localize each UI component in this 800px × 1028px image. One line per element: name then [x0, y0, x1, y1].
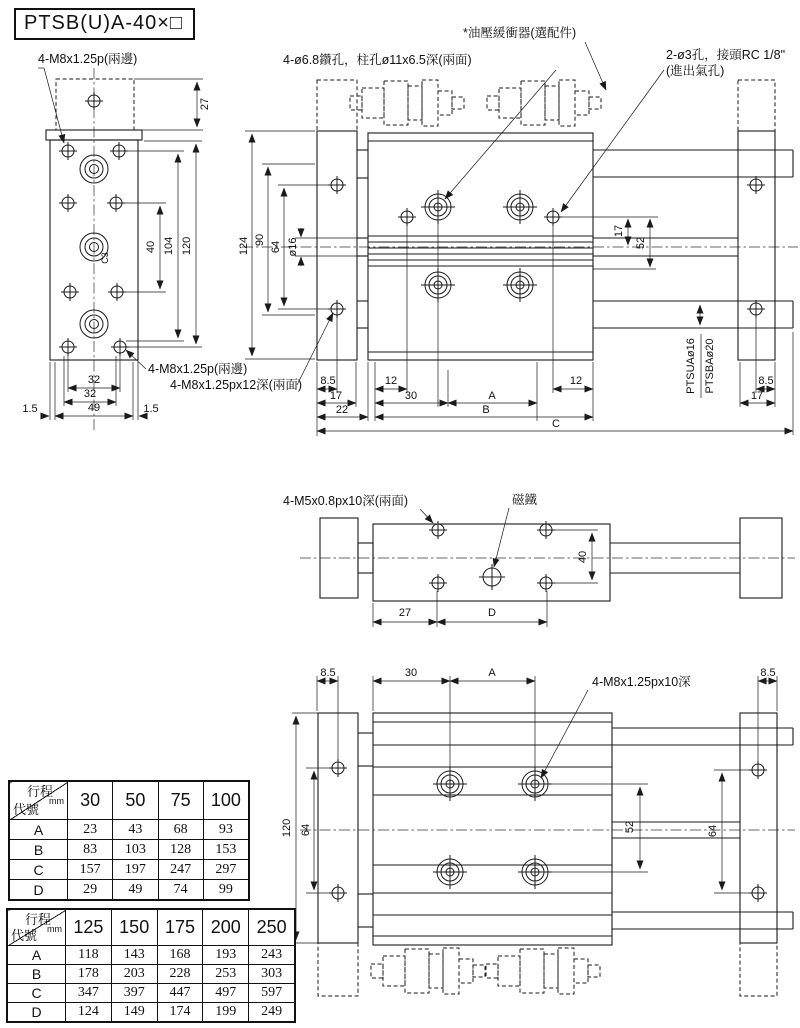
- table-row: A 118 143 168 193 243: [8, 946, 295, 965]
- table1-col: 30: [68, 782, 113, 820]
- note-m8-deep: 4-M8x1.25px12深(兩面): [170, 378, 302, 392]
- dim-1-5-right: 1.5: [143, 403, 159, 415]
- dim-52-bottom: 52: [624, 820, 636, 834]
- table1-corner-unit: mm: [49, 796, 64, 806]
- dim-1-5-left: 1.5: [22, 403, 38, 415]
- dim-D: D: [488, 607, 496, 619]
- dim-52a: 52: [635, 236, 647, 250]
- table-row: D 29 49 74 99: [10, 880, 249, 900]
- model-ptsua: PTSUAø16: [685, 338, 697, 394]
- dim-120-side: 120: [181, 236, 193, 256]
- dim-12b: 12: [569, 375, 583, 387]
- table2-corner: [8, 910, 66, 946]
- table1-corner-stroke: 行程: [26, 784, 53, 799]
- middle-view: [283, 492, 795, 627]
- table2-corner-code: 代號: [11, 928, 38, 943]
- model-title: PTSB(U)A-40×□: [14, 8, 195, 40]
- table-row: C 347 397 447 497 597: [8, 984, 295, 1003]
- note-m8-bottom: 4-M8x1.25px10深: [592, 675, 691, 689]
- dim-32a: 32: [87, 374, 101, 386]
- dim-27-side: 27: [199, 97, 211, 111]
- note-m8-side: 4-M8x1.25p(兩邊): [148, 362, 248, 376]
- note-drill: 4-ø6.8鑽孔，柱孔ø11x6.5深(兩面): [283, 53, 472, 67]
- dim-B: B: [482, 404, 490, 416]
- stroke-table-2: [6, 908, 296, 1023]
- oil-buffer-right: [487, 80, 601, 126]
- dim-30-bottom: 30: [404, 667, 418, 679]
- note-port-1: 2-ø3孔，接頭RC 1/8": [666, 48, 786, 62]
- table2-col: 150: [111, 910, 157, 946]
- table-row: B 83 103 128 153: [10, 840, 249, 860]
- oil-buffer-left: [350, 80, 464, 126]
- note-m5: 4-M5x0.8px10深(兩面): [283, 494, 409, 508]
- table2-col: 250: [249, 910, 295, 946]
- table1-col: 100: [203, 782, 248, 820]
- table1-corner: [10, 782, 68, 820]
- dim-17a: 17: [613, 224, 625, 238]
- back-view: [281, 667, 795, 996]
- table2-col: 175: [157, 910, 203, 946]
- dim-27-mid: 27: [398, 607, 412, 619]
- dim-8-5-bottom-left: 8.5: [320, 667, 336, 679]
- dim-124: 124: [238, 236, 250, 256]
- dim-30a: 30: [404, 390, 418, 402]
- table-row: D 124 149 174 199 249: [8, 1003, 295, 1022]
- note-m8-top: 4-M8x1.25p(兩邊): [38, 52, 138, 66]
- dim-64-bottom-right: 64: [707, 824, 719, 838]
- dim-A-bottom: A: [488, 667, 496, 679]
- front-view: [238, 25, 798, 436]
- dim-12a: 12: [384, 375, 398, 387]
- oil-buffer-bottom-left: [371, 948, 485, 994]
- table-row: B 178 203 228 253 303: [8, 965, 295, 984]
- dim-32b: 32: [83, 388, 97, 400]
- dim-A: A: [488, 390, 496, 402]
- dim-104-side: 104: [163, 236, 175, 256]
- dim-C: C: [552, 418, 560, 430]
- model-ptsba: PTSBAø20: [704, 338, 716, 394]
- dim-40-mid: 40: [577, 550, 589, 564]
- dim-8-5-left: 8.5: [320, 375, 336, 387]
- dim-17b: 17: [329, 390, 343, 402]
- dim-8-5-bottom-right: 8.5: [760, 667, 776, 679]
- table2-corner-stroke: 行程: [24, 912, 51, 927]
- stroke-table-1: [8, 780, 250, 901]
- table2-corner-unit: mm: [47, 924, 62, 934]
- table1-col: 75: [158, 782, 203, 820]
- dim-40-side: 40: [145, 240, 157, 254]
- dim-8-5-right: 8.5: [758, 375, 774, 387]
- dim-90: 90: [254, 233, 266, 247]
- table1-col: 50: [113, 782, 158, 820]
- dim-64-bottom-left: 64: [300, 823, 312, 837]
- note-magnet: 磁鐵: [512, 493, 538, 507]
- table-row: A 23 43 68 93: [10, 820, 249, 840]
- dim-phi16: ø16: [287, 237, 299, 257]
- note-port-2: (進出氣孔): [666, 64, 725, 78]
- table2-col: 200: [203, 910, 249, 946]
- dim-17c: 17: [750, 390, 764, 402]
- dim-120-bottom: 120: [281, 818, 293, 838]
- dim-22: 22: [335, 404, 349, 416]
- chamfer-note: C3: [100, 252, 110, 264]
- dim-49: 49: [87, 402, 101, 414]
- table1-corner-code: 代號: [13, 802, 40, 817]
- table2-col: 125: [66, 910, 112, 946]
- table-row: C 157 197 247 297: [10, 860, 249, 880]
- oil-buffer-bottom-right: [486, 948, 600, 994]
- dim-64-front: 64: [270, 240, 282, 254]
- note-buffer: *油壓緩衝器(選配件): [463, 26, 577, 40]
